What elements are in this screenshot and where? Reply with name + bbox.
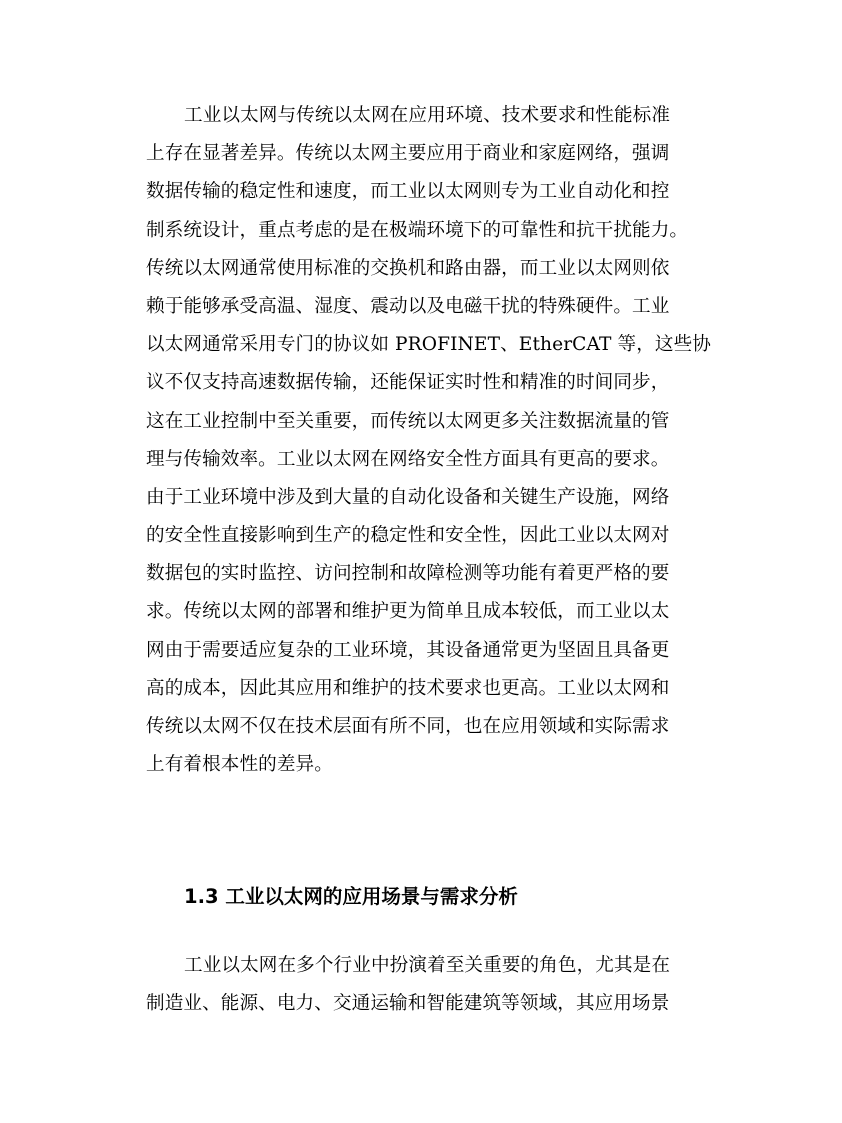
text-line: 制系统设计，重点考虑的是在极端环境下的可靠性和抗干扰能力。: [146, 219, 689, 241]
text-line: 工业以太网与传统以太网在应用环境、技术要求和性能标准: [184, 105, 671, 126]
text-line: 网由于需要适应复杂的工业环境，其设备通常更为坚固且具备更: [146, 639, 670, 661]
text-line: 理与传输效率。工业以太网在网络安全性方面具有更高的要求。: [146, 448, 670, 470]
text-line: 数据包的实时监控、访问控制和故障检测等功能有着更严格的要: [146, 563, 670, 585]
text-line: 高的成本，因此其应用和维护的技术要求也更高。工业以太网和: [146, 677, 670, 699]
text-line: 由于工业环境中涉及到大量的自动化设备和关键生产设施，网络: [146, 486, 670, 508]
paragraph-application-scenarios: [146, 947, 706, 1023]
text-line: 制造业、能源、电力、交通运输和智能建筑等领域，其应用场景: [146, 993, 670, 1015]
text-line: 议不仅支持高速数据传输，还能保证实时性和精准的时间同步，: [146, 372, 670, 394]
text-line: 上有着根本性的差异。: [146, 754, 333, 776]
text-line: 这在工业控制中至关重要，而传统以太网更多关注数据流量的管: [146, 410, 670, 432]
section-heading: 1.3 工业以太网的应用场景与需求分析: [184, 885, 518, 908]
text-line: 的安全性直接影响到生产的稳定性和安全性，因此工业以太网对: [146, 525, 670, 547]
text-line: 求。传统以太网的部署和维护更为简单且成本较低，而工业以太: [146, 601, 670, 623]
text-line: 赖于能够承受高温、湿度、震动以及电磁干扰的特殊硬件。工业: [146, 295, 670, 317]
text-line: 传统以太网不仅在技术层面有所不同，也在应用领域和实际需求: [146, 716, 670, 737]
text-line: 数据传输的稳定性和速度，而工业以太网则专为工业自动化和控: [146, 181, 670, 203]
paragraph-ethernet-comparison: [146, 97, 711, 784]
text-line: 以太网通常采用专门的协议如 PROFINET、EtherCAT 等，这些协: [146, 334, 711, 356]
text-line: 工业以太网在多个行业中扮演着至关重要的角色，尤其是在: [184, 955, 671, 976]
text-line: 上存在显著差异。传统以太网主要应用于商业和家庭网络，强调: [146, 143, 670, 165]
text-line: 传统以太网通常使用标准的交换机和路由器，而工业以太网则依: [146, 257, 670, 279]
